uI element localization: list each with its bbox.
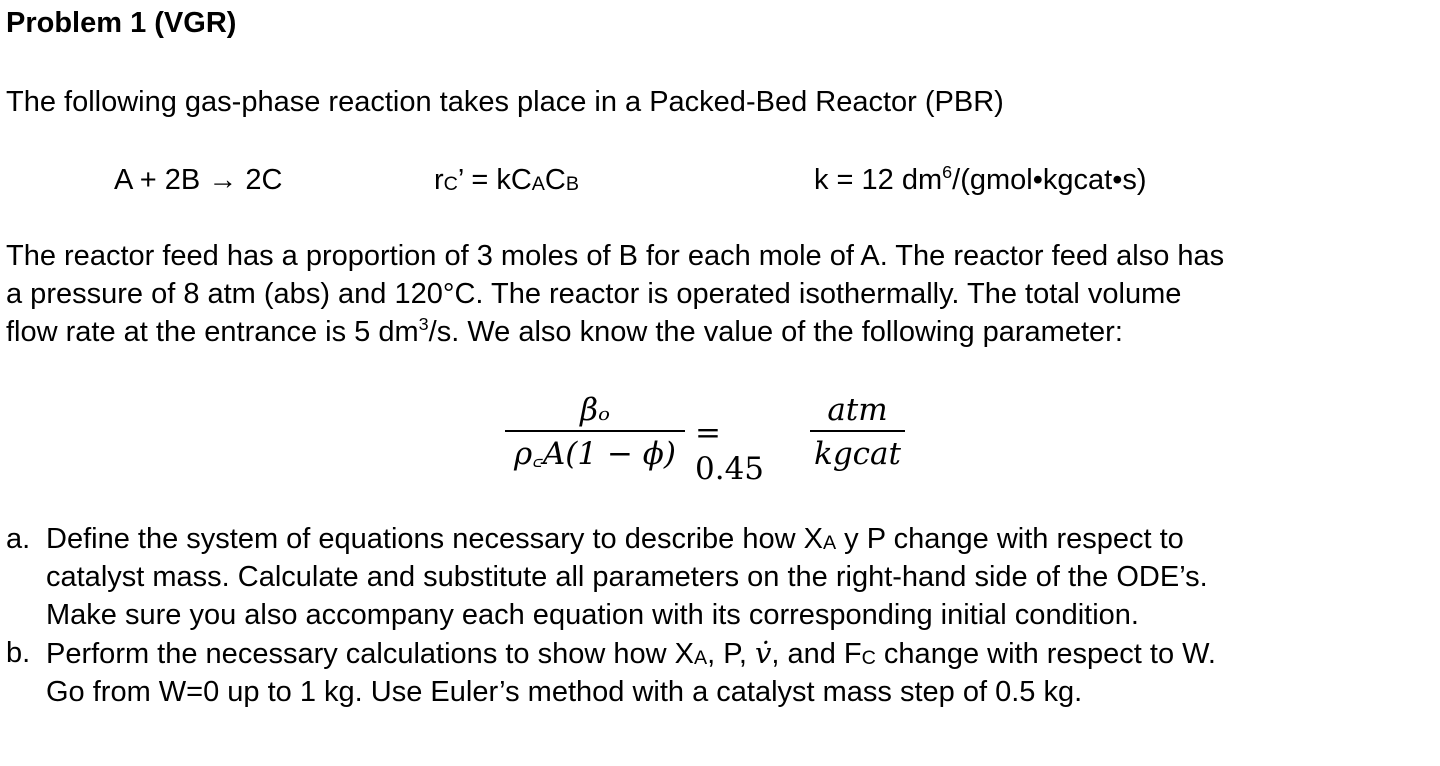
- paragraph-line-1: The reactor feed has a proportion of 3 moles of B for each mole of A. The reactor feed also has: [6, 240, 1225, 272]
- formula-equals-value: = 0.45: [695, 415, 765, 487]
- problem-title: Problem 1 (VGR): [6, 7, 237, 39]
- task-list: [6, 520, 1426, 711]
- intro-text: The following gas-phase reaction takes place in a Packed-Bed Reactor (PBR): [6, 86, 1004, 118]
- paragraph-line-3: flow rate at the entrance is 5 $dm^3/s$. We also know the value of the following parameter:: [6, 313, 1123, 348]
- formula-fraction-left: [505, 390, 685, 474]
- rate-constant: k = 12 $dm^6/(gmol•kgcat•s)$: [814, 161, 1147, 196]
- reaction-equation: A + 2B → 2C: [114, 164, 283, 196]
- unit-denominator: kgcat: [814, 436, 901, 472]
- task-item-b: [6, 634, 1426, 711]
- problem-paragraph: [6, 237, 1426, 351]
- task-label: b.: [6, 637, 31, 669]
- rate-law: $r_C$’ = $kC_AC_B$: [434, 164, 580, 196]
- task-a-line-1: Define the system of equations necessary to describe how $X_A$ y P change with respect to: [46, 523, 1184, 555]
- paragraph-line-2: a pressure of 8 atm (abs) and 120°C. The reactor is operated isothermally. The total volume: [6, 278, 1182, 310]
- formula-unit-fraction: [810, 390, 905, 474]
- volumetric-flow-symbol: v̇: [754, 636, 772, 670]
- task-b-line-2: Go from W=0 up to 1 kg. Use Euler’s method with a catalyst mass step of 0.5 kg.: [46, 676, 1083, 708]
- formula-denominator: ρ꜀A(1 − ϕ): [513, 436, 677, 472]
- task-b-line-1: Perform the necessary calculations to show how $X_A$, P, v̇, and $F_C$ change with respect to W.: [46, 636, 1216, 670]
- task-item-a: [6, 520, 1426, 634]
- task-a-line-2: catalyst mass. Calculate and substitute all parameters on the right-hand side of the ODE’s.: [46, 561, 1208, 593]
- task-a-line-3: Make sure you also accompany each equation with its corresponding initial condition.: [46, 599, 1139, 631]
- unit-numerator: atm: [827, 392, 888, 428]
- task-label: a.: [6, 523, 31, 555]
- formula-numerator: βₒ: [580, 392, 610, 428]
